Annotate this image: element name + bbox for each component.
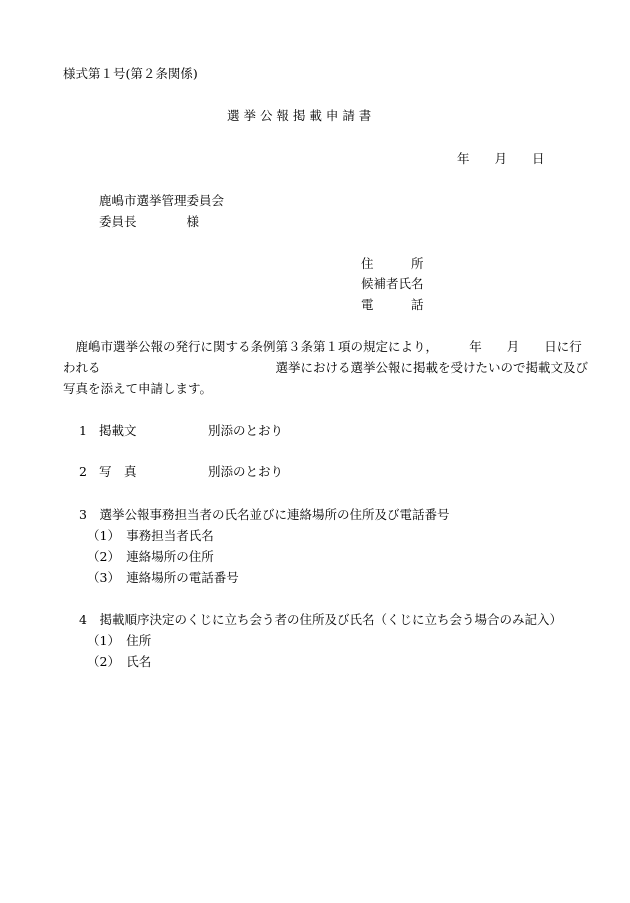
item-4-sub-1: （1） 住所 <box>87 633 152 648</box>
item-3-heading: 3 選挙公報事務担当者の氏名並びに連絡場所の住所及び電話番号 <box>79 507 450 522</box>
item-2-number: 2 <box>79 464 87 479</box>
date-line: 年 月 日 <box>457 151 545 166</box>
item-4-sub-2: （2） 氏名 <box>87 654 152 669</box>
document-title: 選 挙 公 報 掲 載 申 請 書 <box>227 108 372 123</box>
form-number: 様式第１号(第２条関係) <box>63 66 198 81</box>
recipient-organization: 鹿嶋市選挙管理委員会 <box>99 193 225 208</box>
item-3-sub-3: （3） 連絡場所の電話番号 <box>87 570 239 585</box>
item-2-label: 写 真 <box>99 464 137 479</box>
item-1-label: 掲載文 <box>99 423 137 438</box>
item-3-sub-2: （2） 連絡場所の住所 <box>87 549 214 564</box>
item-1-number: 1 <box>79 423 87 438</box>
applicant-name-label: 候補者氏名 <box>361 276 424 291</box>
item-3-sub-1: （1） 事務担当者氏名 <box>87 528 214 543</box>
item-2-value: 別添のとおり <box>208 464 284 479</box>
item-4-heading: 4 掲載順序決定のくじに立ち会う者の住所及び氏名（くじに立ち会う場合のみ記入） <box>79 612 562 627</box>
applicant-phone-label: 電 話 <box>361 297 424 312</box>
item-1-value: 別添のとおり <box>208 423 284 438</box>
applicant-address-label: 住 所 <box>361 256 424 271</box>
body-line-1: 鹿嶋市選挙公報の発行に関する条例第３条第１項の規定により， 年 月 日に行 <box>63 339 582 354</box>
body-line-2: われる 選挙における選挙公報に掲載を受けたいので掲載文及び <box>63 360 589 375</box>
recipient-person: 委員長 様 <box>99 214 200 229</box>
body-line-3: 写真を添えて申請します。 <box>63 381 213 396</box>
